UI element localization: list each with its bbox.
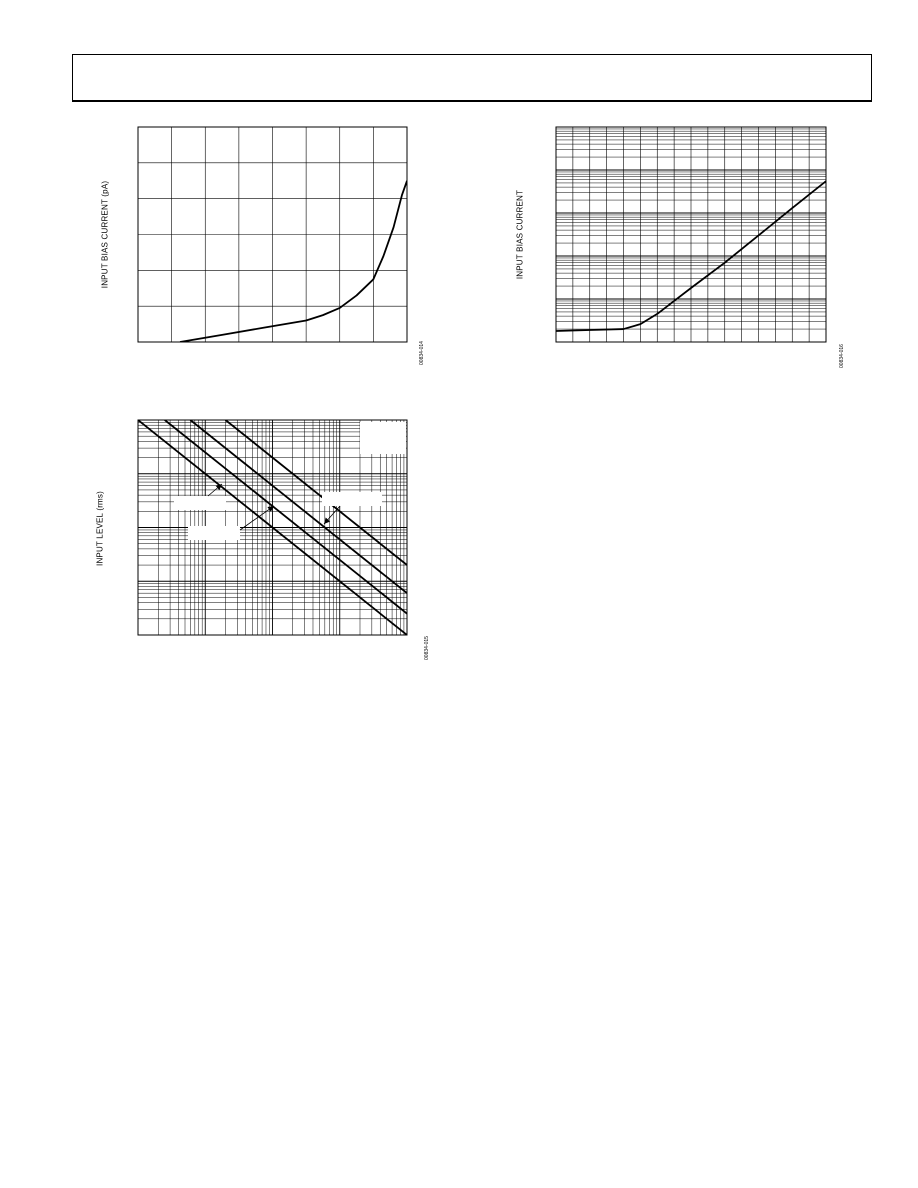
chart3-plot (138, 420, 407, 635)
page-header-box (72, 54, 872, 102)
annotation-box (174, 496, 226, 510)
chart2-plot (556, 127, 826, 342)
chart3-figure-code: 00834-015 (424, 636, 430, 660)
annotation-leader (240, 506, 274, 530)
chart2-ylabel: INPUT BIAS CURRENT (515, 189, 525, 280)
chart1-plot (138, 127, 407, 342)
chart2-figure-code: 00834-016 (839, 344, 845, 368)
chart1-ylabel: INPUT BIAS CURRENT (pA) (100, 180, 110, 289)
annotation-box (188, 526, 240, 540)
annotation-box (322, 492, 382, 506)
annotation-arrowhead (267, 506, 274, 512)
series-line-1 (180, 181, 407, 342)
annotation-box (360, 422, 406, 454)
chart1-figure-code: 00834-014 (419, 341, 425, 365)
chart3-ylabel: INPUT LEVEL (rms) (95, 491, 105, 566)
